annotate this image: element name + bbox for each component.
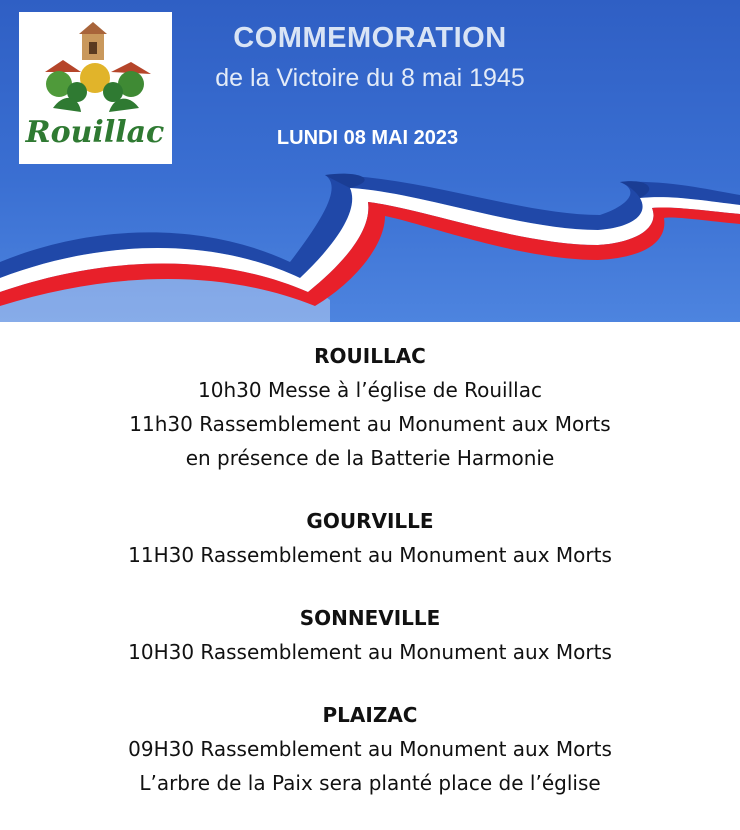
section-title: ROUILLAC [314,344,426,368]
rouillac-logo [19,12,172,164]
schedule [0,340,740,830]
schedule-line: 11h30 Rassemblement au Monument aux Morts [129,412,611,436]
schedule-line: 10h30 Messe à l’église de Rouillac [198,378,542,402]
svg-text:Rouillac: Rouillac [25,115,165,150]
page-subtitle: de la Victoire du 8 mai 1945 [215,64,525,92]
schedule-line: 11H30 Rassemblement au Monument aux Morts [128,543,612,567]
schedule-line: 09H30 Rassemblement au Monument aux Morts [128,737,612,761]
event-date: LUNDI 08 MAI 2023 [276,127,459,149]
section-sonneville [0,602,740,669]
section-gourville [0,505,740,572]
page-title: COMMEMORATION [233,22,507,54]
schedule-line: en présence de la Batterie Harmonie [185,446,555,470]
rouillac-logo-emblem [19,12,172,164]
section-title: GOURVILLE [306,509,434,533]
schedule-line: 10H30 Rassemblement au Monument aux Morts [128,640,612,664]
section-rouillac [0,340,740,475]
section-title: SONNEVILLE [299,606,441,630]
section-plaizac [0,699,740,800]
section-title: PLAIZAC [322,703,418,727]
schedule-line: L’arbre de la Paix sera planté place de l’église [139,771,601,795]
header-banner [0,0,740,322]
